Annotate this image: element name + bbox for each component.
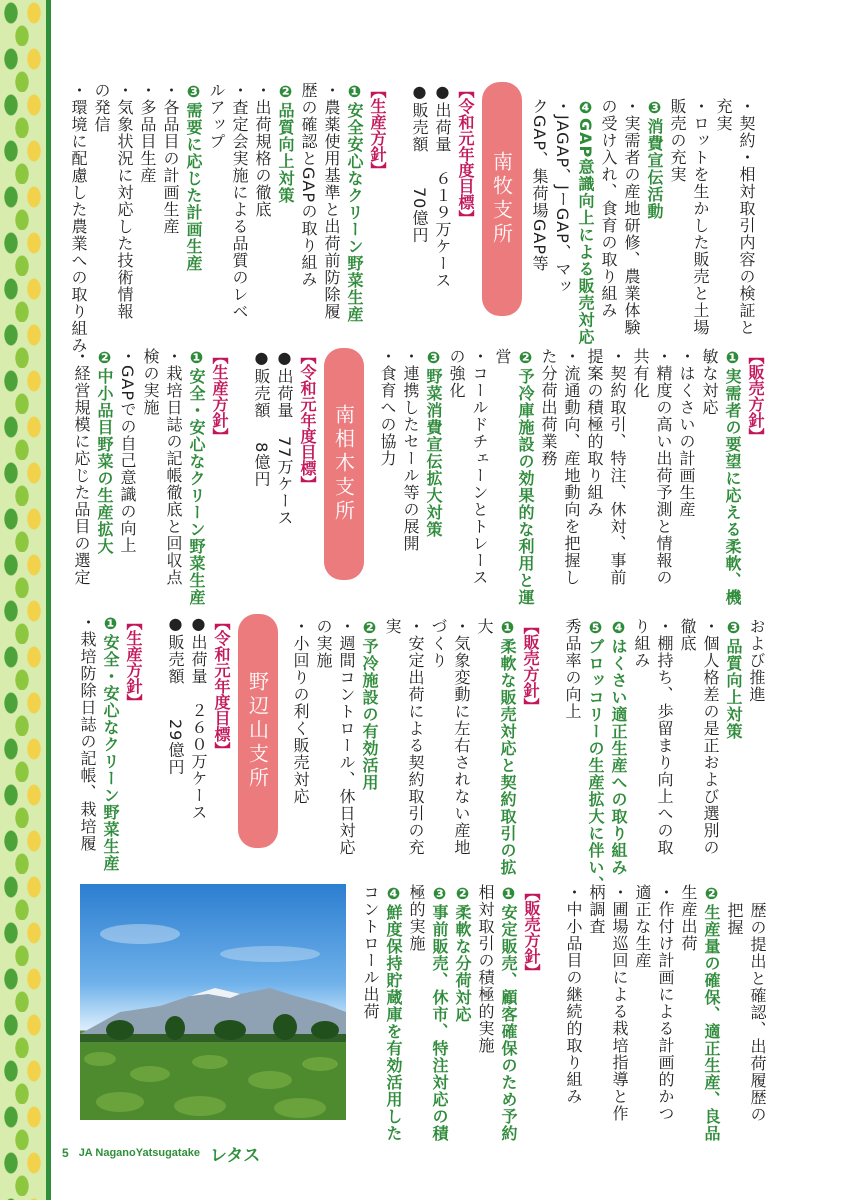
text-column: ❹鮮度保持貯蔵庫を有効活用した [384,884,403,1142]
text-column: り組み [632,618,651,669]
text-column: ❸品質向上対策 [724,618,743,740]
branch-banner-minamiaiki: 南相木支所 [324,348,364,580]
text-column: ❶安全安心なクリーン野菜生産 [345,82,364,323]
magazine-logo: レタス [209,1145,261,1165]
section-heading: 【生産方針】 [210,348,229,444]
text-column: ・連携したセール等の展開 [401,348,420,552]
text-column: ❶安全・安心なクリーン野菜生産 [187,348,206,606]
target-shipment: ●出荷量 ２６０万ケース [189,614,208,821]
text-column: 共有化 [631,348,650,399]
text-column: ・GAPでの自己意識の向上 [118,348,137,554]
text-column: ルアップ [207,82,226,150]
page-footer [62,1140,260,1166]
text-column: 営 [493,348,512,365]
text-column: ❺ブロッコリーの生産拡大に伴い、 [586,618,605,893]
text-column: ・週間コントロール、休日対応 [337,618,356,856]
text-column: 実 [383,618,402,635]
text-column: ❷予冷庫施設の効果的な利用と運 [516,348,535,606]
text-column: 生産出荷 [679,884,698,952]
text-column: 販売の充実 [668,98,687,183]
text-column: 検の実施 [141,348,160,416]
text-column: ❷中小品目野菜の生産拡大 [95,348,114,555]
section-heading: 【生産方針】 [368,82,387,178]
text-column: ・気象状況に対応した技術情報 [115,82,134,320]
section-heading: 【令和元年度目標】 [456,82,475,226]
text-column: 極的実施 [407,884,426,952]
target-shipment: ●出荷量 ６１９万ケース [433,82,452,289]
landscape-illustration [80,884,346,1120]
text-column: ❸事前販売、休市、特注対応の積 [430,884,449,1142]
text-column: ❶実需者の要望に応える柔軟、機 [723,348,742,606]
page-number: 5 [62,1146,69,1160]
field-landscape-photo [80,884,346,1120]
text-column: ・個人格差の是正および選別の [701,618,720,856]
text-column: ❷予冷施設の有効活用 [360,618,379,791]
text-column: の強化 [447,348,466,399]
text-column: 柄調査 [587,884,606,935]
text-column: ・農薬使用基準と出荷前防除履 [322,82,341,320]
text-column: ❹GAP意識向上による販売対応 [576,98,595,346]
text-column: 歴の確認とGAPの取り組み [299,82,318,288]
text-column: ・圃場巡回による栽培指導と作 [610,884,629,1122]
branch-banner-nobeyama: 野辺山支所 [238,614,278,848]
target-sales: ●販売額 29億円 [166,614,185,776]
text-column: ・はくさいの計画生産 [677,348,696,518]
text-column: 提案の積極的取り組み [585,348,604,518]
text-column: ❷品質向上対策 [276,82,295,204]
text-column: ・JAGAP、JーGAP、マッ [553,98,572,295]
text-column: 歴の提出と確認、出荷履歴の [748,902,767,1123]
text-column: ・査定会実施による品質のレベ [230,82,249,320]
target-shipment: ●出荷量 77万ケース [275,348,294,527]
section-heading: 【令和元年度目標】 [298,348,317,492]
text-column: ❸野菜消費宣伝拡大対策 [424,348,443,538]
leaf-pattern-strip [0,0,46,1200]
text-column: ・ロットを生かした販売と土場 [691,98,710,336]
text-column: 適正な生産 [633,884,652,969]
text-column: ・精度の高い出荷予測と情報の [654,348,673,586]
text-column: ・棚持ち、歩留まり向上への取 [655,618,674,856]
text-column: 大 [475,618,494,635]
text-column: 秀品率の向上 [563,618,582,720]
text-column: の受け入れ、食育の取り組み [599,98,618,319]
target-sales: ●販売額 8億円 [252,348,271,488]
text-column: ・経営規模に応じた品目の選定 [72,348,91,586]
text-column: ❸消費宣伝活動 [645,98,664,220]
text-column: ・多品目生産 [138,82,157,184]
text-column: ・実需者の産地研修、農業体験 [622,98,641,336]
text-column: ・中小品目の継続的取り組み [564,884,583,1105]
section-heading: 【販売方針】 [522,884,541,980]
text-column: ・契約取引、特注、休対、事前 [608,348,627,586]
text-column: ・食育への協力 [378,348,397,467]
text-column: ❷生産量の確保、適正生産、良品 [702,884,721,1142]
target-sales: ●販売額 70億円 [410,82,429,244]
text-column: ・環境に配慮した農業への取り組み [69,82,88,354]
text-column: および推進 [747,618,766,703]
text-column: 敏な対応 [700,348,719,416]
section-heading: 【生産方針】 [124,614,143,710]
text-column: ・安定出荷による契約取引の充 [406,618,425,856]
text-column: ❶安全・安心なクリーン野菜生産 [101,614,120,872]
text-column: ・栽培防除日誌の記帳、栽培履 [78,614,97,852]
text-column: ・小回りの利く販売対応 [291,618,310,805]
text-column: ❹はくさい適正生産への取り組み [609,618,628,876]
text-column: ・作付け計画による計画的かつ [656,884,675,1122]
text-column: ・契約・相対取引内容の検証と [737,98,756,336]
page-edge-bar [46,0,51,1200]
section-heading: 【販売方針】 [746,348,765,444]
text-column: ・コールドチェーンとトレース [470,348,489,586]
text-column: クGAP、集荷場GAP等 [530,98,549,272]
text-column: ・各品目の計画生産 [161,82,180,235]
text-column: 相対取引の積極的実施 [476,884,495,1054]
text-column: ・栽培日誌の記帳徹底と回収点 [164,348,183,586]
text-column: た分荷出荷業務 [539,348,558,467]
text-column: 徹底 [678,618,697,652]
section-heading: 【販売方針】 [521,618,540,714]
text-column: の発信 [92,82,111,133]
text-column: の実施 [314,618,333,669]
text-column: ・気象変動に左右されない産地 [452,618,471,856]
text-column: ❷柔軟な分荷対応 [453,884,472,1023]
text-column: ❶柔軟な販売対応と契約取引の拡 [498,618,517,876]
text-column: づくり [429,618,448,669]
text-column: ・流通動向、産地動向を把握し [562,348,581,586]
section-heading: 【令和元年度目標】 [212,614,231,758]
text-column: ・出荷規格の徹底 [253,82,272,218]
text-column: 充実 [714,98,733,132]
text-column: ❸需要に応じた計画生産 [184,82,203,272]
text-column: ❶安定販売、顧客確保のため予約 [499,884,518,1142]
text-column: コントロール出荷 [361,884,380,1020]
publisher-name: JA NaganoYatsugatake [78,1147,200,1159]
text-column: 把握 [725,902,744,936]
branch-banner-minamimaki: 南牧支所 [482,82,522,316]
